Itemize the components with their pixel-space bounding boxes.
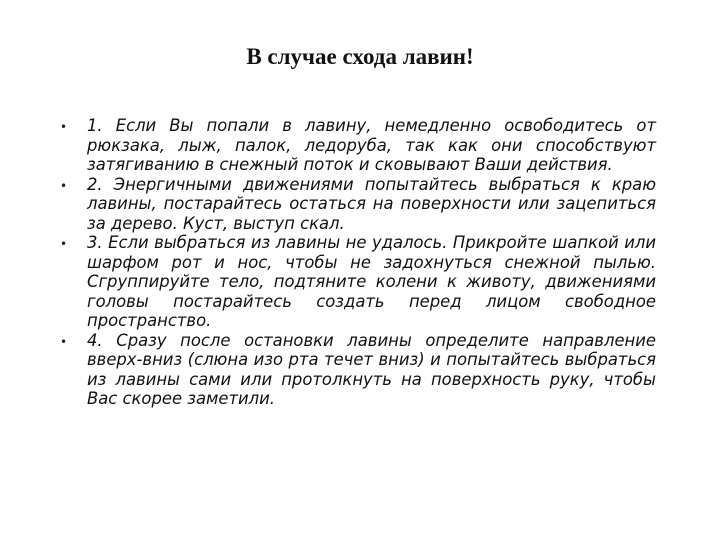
bullet-dot-icon: •: [60, 120, 68, 134]
bullet-item-3: [58, 233, 656, 331]
bullet-item-1: [58, 116, 656, 175]
bullet-text: 1. Если Вы попали в лавину, немедленно освободитесь от рюкзака, лыж, палок, ледоруба, так как они способствуют затягиванию в снежный поток и сковывают Ваши действия.: [87, 116, 656, 174]
bullet-text: 2. Энергичными движениями попытайтесь выбраться к краю лавины, постарайтесь остаться на поверхности или зацепиться за дерево. Куст, выступ скал.: [87, 174, 656, 233]
bullet-dot-icon: •: [60, 237, 68, 251]
bullet-item-2: [58, 175, 656, 234]
bullet-list: [58, 116, 656, 409]
bullet-text: 4. Сразу после остановки лавины определите направление вверх-вниз (слюна изо рта течет вниз) и попытайтесь выбраться из лавины сами или протолкнуть на поверхность руку, чтобы Вас скорее заметили.: [87, 330, 656, 408]
slide-title: В случае схода лавин!: [246, 44, 474, 69]
bullet-dot-icon: •: [60, 334, 68, 349]
bullet-dot-icon: •: [60, 178, 68, 193]
bullet-text: 3. Если выбраться из лавины не удалось. Прикройте шапкой или шарфом рот и нос, чтобы не задохнуться снежной пылью. Сгруппируйте тело, подтяните колени к животу, движениями головы постарайтесь создать перед лицом свободное пространство.: [87, 233, 656, 330]
bullet-item-4: [58, 331, 656, 409]
